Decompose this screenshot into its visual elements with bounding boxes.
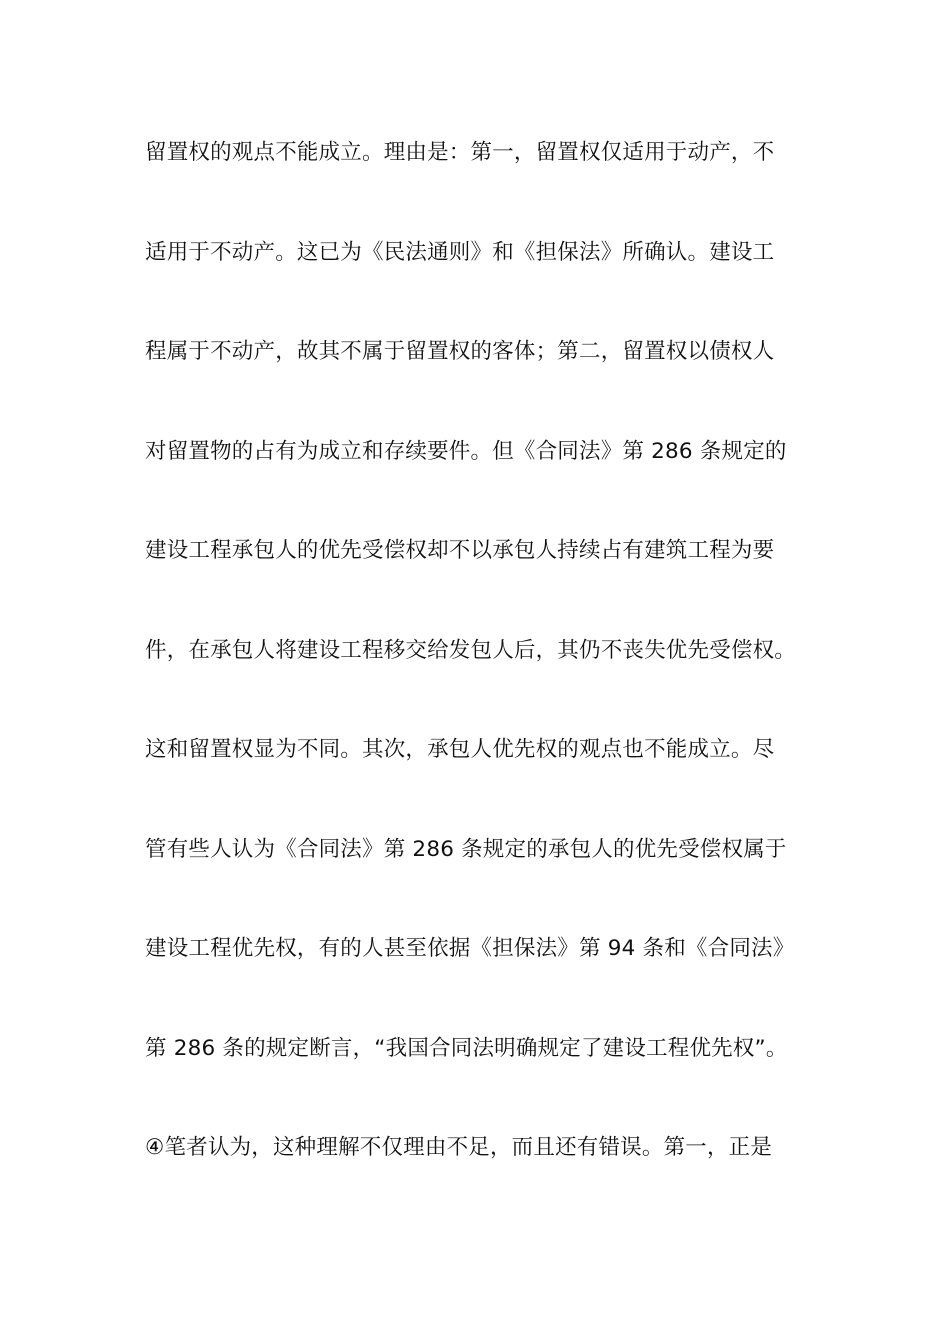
text-line: 留置权的观点不能成立。理由是：第一，留置权仅适用于动产，不	[145, 140, 775, 165]
text-line: 件，在承包人将建设工程移交给发包人后，其仍不丧失优先受偿权。	[145, 637, 797, 663]
text-line: 程属于不动产，故其不属于留置权的客体；第二，留置权以债权人	[145, 339, 775, 364]
text-line: 这和留置权显为不同。其次，承包人优先权的观点也不能成立。尽	[145, 737, 775, 762]
text-line: 对留置物的占有为成立和存续要件。但《合同法》第 286 条规定的	[145, 438, 787, 464]
body-text	[145, 128, 825, 1223]
text-line: 第 286 条的规定断言，“我国合同法明确规定了建设工程优先权”。	[145, 1035, 788, 1061]
text-line: 管有些人认为《合同法》第 286 条规定的承包人的优先受偿权属于	[145, 836, 787, 862]
text-line: 适用于不动产。这已为《民法通则》和《担保法》所确认。建设工	[145, 239, 775, 265]
text-line: ④笔者认为，这种理解不仅理由不足，而且还有错误。第一，正是	[145, 1135, 773, 1160]
text-line: 建设工程优先权，有的人甚至依据《担保法》第 94 条和《合同法》	[145, 936, 795, 961]
text-line: 建设工程承包人的优先受偿权却不以承包人持续占有建筑工程为要	[145, 538, 775, 563]
